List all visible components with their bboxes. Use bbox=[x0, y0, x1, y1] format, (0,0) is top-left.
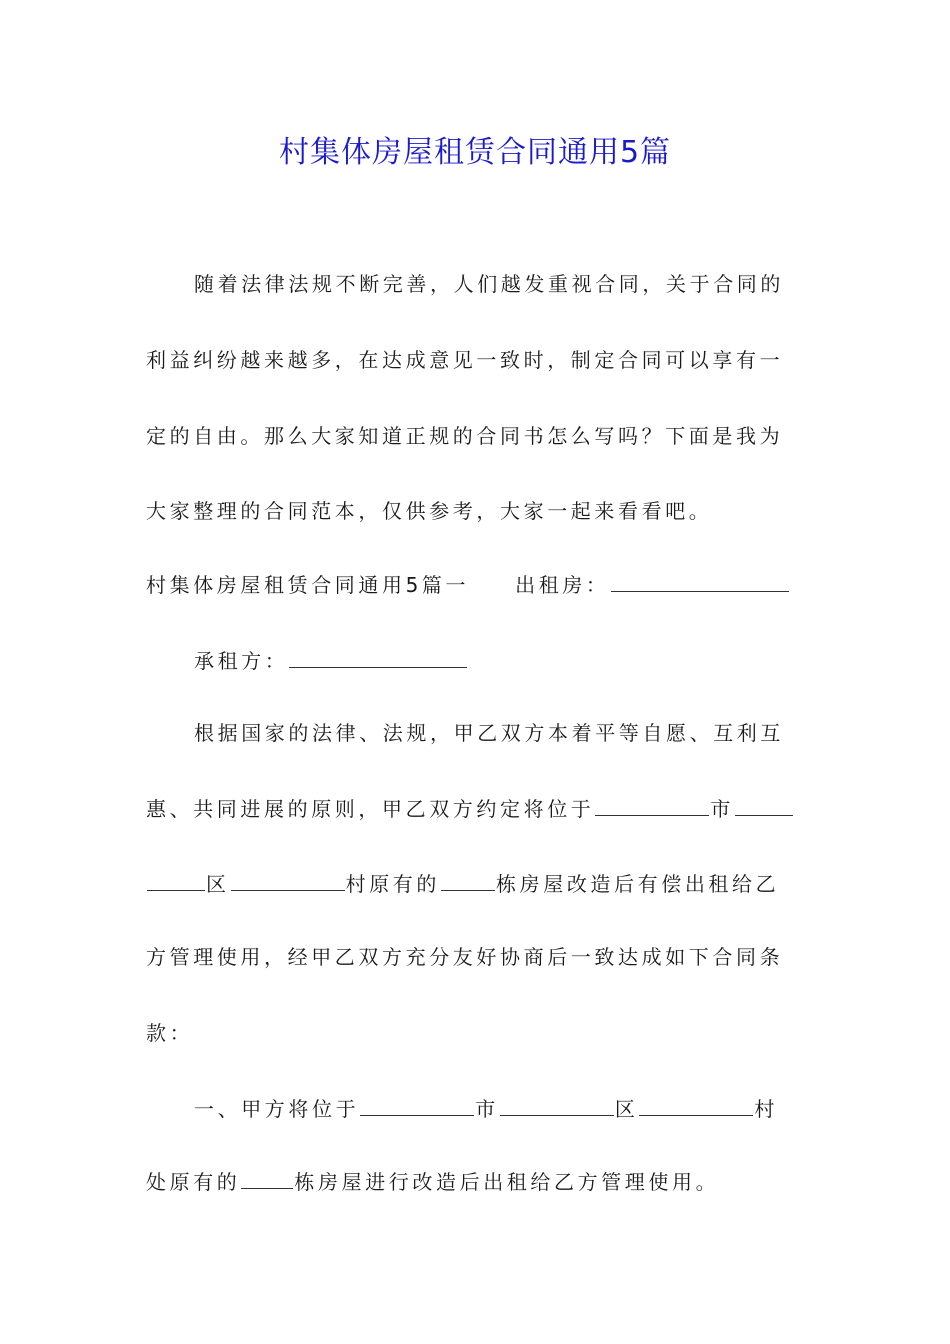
clause-text: 一、甲方将位于 bbox=[194, 1097, 360, 1121]
clause-line bbox=[194, 1089, 806, 1129]
paragraph-text: 村原有的 bbox=[345, 872, 441, 896]
paragraph-line: 款： bbox=[146, 1021, 194, 1045]
clause-village-blank bbox=[639, 1114, 753, 1116]
clause-district-label: 区 bbox=[614, 1097, 639, 1121]
clause-text: 栋房屋进行改造后出租给乙方管理使用。 bbox=[294, 1170, 720, 1194]
clause-district-blank bbox=[500, 1114, 614, 1116]
paragraph-line bbox=[146, 864, 806, 904]
lessor-label: 出租房： bbox=[515, 573, 610, 597]
lessor-blank bbox=[611, 590, 789, 592]
paragraph-line: 方管理使用，经甲乙双方充分友好协商后一致达成如下合同条 bbox=[146, 945, 784, 969]
clause-city-blank bbox=[360, 1114, 474, 1116]
district-blank-end bbox=[147, 889, 205, 891]
district-label: 区 bbox=[206, 872, 230, 896]
intro-line: 定的自由。那么大家知道正规的合同书怎么写吗？下面是我为 bbox=[146, 424, 784, 448]
clause-village-label: 村 bbox=[754, 1097, 779, 1121]
paragraph-line bbox=[146, 789, 806, 829]
section-heading: 村集体房屋租赁合同通用5篇一 bbox=[146, 573, 470, 597]
paragraph-text: 惠、共同进展的原则，甲乙双方约定将位于 bbox=[146, 797, 595, 821]
section-heading-line bbox=[146, 565, 806, 605]
paragraph-line: 根据国家的法律、法规，甲乙双方本着平等自愿、互利互 bbox=[194, 721, 784, 745]
lessee-blank bbox=[289, 666, 467, 668]
clause-text: 处原有的 bbox=[146, 1170, 241, 1194]
district-blank-start bbox=[735, 814, 793, 816]
clause-city-label: 市 bbox=[475, 1097, 499, 1121]
clause-building-count-blank bbox=[241, 1187, 293, 1189]
intro-line: 大家整理的合同范本，仅供参考，大家一起来看看吧。 bbox=[146, 499, 713, 523]
paragraph-text: 栋房屋改造后有偿出租给乙 bbox=[496, 872, 780, 896]
city-label: 市 bbox=[710, 797, 735, 821]
clause-line bbox=[146, 1162, 806, 1202]
city-blank bbox=[595, 814, 709, 816]
building-count-blank bbox=[441, 889, 495, 891]
document-title: 村集体房屋租赁合同通用5篇 bbox=[278, 135, 672, 170]
lessee-label: 承租方： bbox=[194, 649, 289, 673]
intro-line: 随着法律法规不断完善，人们越发重视合同，关于合同的 bbox=[194, 272, 784, 296]
lessee-line bbox=[194, 641, 806, 681]
village-blank bbox=[231, 889, 345, 891]
intro-line: 利益纠纷越来越多，在达成意见一致时，制定合同可以享有一 bbox=[146, 348, 784, 372]
